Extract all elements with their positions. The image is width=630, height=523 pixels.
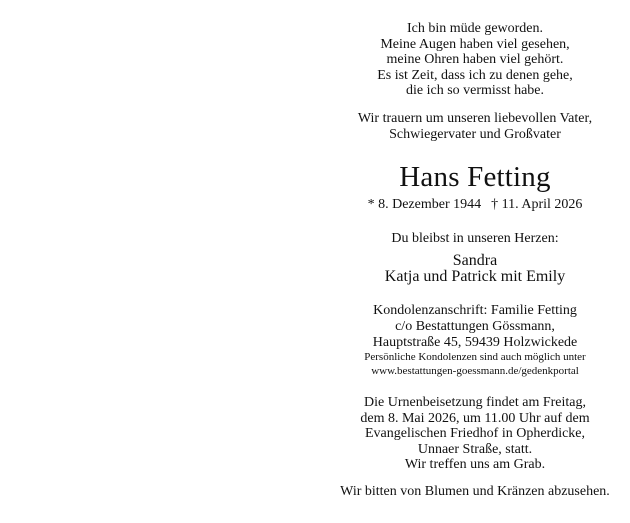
address-line: Hauptstraße 45, 59439 Holzwickede [372, 335, 578, 350]
heart-line: Du bleibst in unseren Herzen: [391, 231, 559, 246]
ceremony-line: Wir treffen uns am Grab. [404, 457, 546, 473]
obituary-text-page [320, 0, 630, 523]
online-condolence-note [320, 350, 630, 378]
family-line: Katja und Patrick mit Emily [384, 268, 566, 285]
poem-line: meine Ohren haben viel gehört. [386, 52, 564, 68]
address-line: c/o Bestattungen Gössmann, [395, 319, 555, 334]
family-line: Sandra [452, 252, 498, 269]
family-names [320, 253, 630, 285]
life-dates [320, 196, 630, 214]
address-line: Kondolenzanschrift: Familie Fetting [373, 303, 577, 318]
condolence-url: www.bestattungen-goessmann.de/gedenkportal [371, 365, 579, 377]
poem [320, 21, 630, 99]
ceremony-line: Die Urnenbeisetzung findet am Freitag, [364, 395, 586, 410]
intro-line: Schwiegervater und Großvater [389, 127, 561, 142]
ceremony-line: Evangelischen Friedhof in Opherdicke, [364, 426, 586, 442]
poem-line: Meine Augen haben viel gesehen, [380, 36, 570, 52]
ceremony-line: Unnaer Straße, statt. [417, 441, 533, 457]
condolence-line: Persönliche Kondolenzen sind auch möglich unter [364, 351, 586, 363]
poem-line: Ich bin müde geworden. [406, 21, 544, 36]
birth-date: * 8. Dezember 1944 [367, 197, 482, 212]
deceased-name: Hans Fetting [399, 161, 551, 193]
poem-line: Es ist Zeit, dass ich zu denen gehe, [377, 67, 573, 83]
death-date: † 11. April 2026 [491, 197, 583, 212]
poem-line: die ich so vermisst habe. [405, 83, 545, 99]
intro-line: Wir trauern um unseren liebevollen Vater, [357, 111, 593, 126]
ceremony-line: dem 8. Mai 2026, um 11.00 Uhr auf dem [360, 410, 590, 426]
closing-note: Wir bitten von Blumen und Kränzen abzusehen. [340, 484, 610, 499]
mourning-intro [320, 111, 630, 143]
condolence-address [320, 303, 630, 351]
ceremony-details [320, 395, 630, 473]
